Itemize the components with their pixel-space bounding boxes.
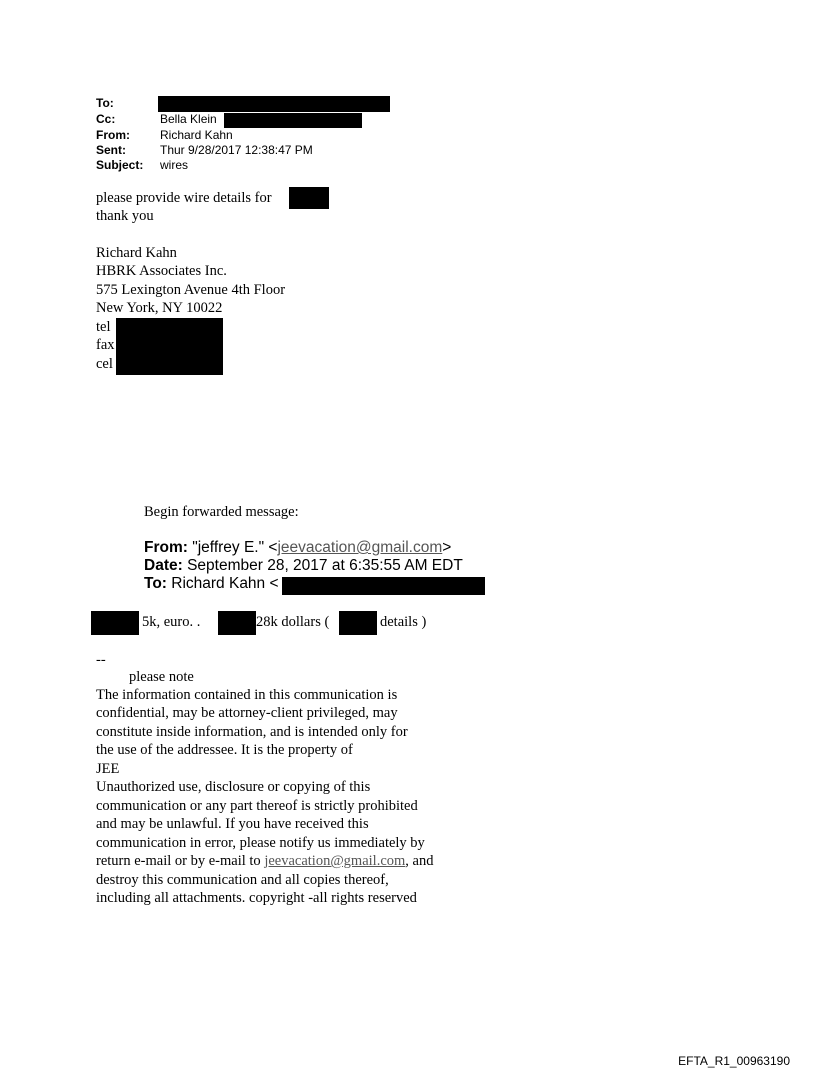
forwarded-from-label: From:	[144, 539, 188, 556]
disclaimer-line: communication or any part thereof is strictly prohibited	[96, 798, 418, 814]
document-id: EFTA_R1_00963190	[678, 1054, 790, 1068]
redaction-box	[91, 611, 139, 635]
disclaimer-email-link[interactable]: jeevacation@gmail.com	[264, 853, 406, 869]
disclaimer-dashes: --	[96, 652, 106, 668]
forwarded-from-name: "jeffrey E." <	[187, 539, 278, 556]
sent-label: Sent:	[96, 143, 126, 157]
signature-address: 575 Lexington Avenue 4th Floor	[96, 282, 286, 298]
message-part: 5k, euro. .	[142, 614, 201, 630]
from-label: From:	[96, 128, 130, 142]
forwarded-date	[144, 557, 463, 574]
forwarded-from-close: >	[442, 539, 452, 556]
redaction-box	[282, 577, 485, 595]
subject-label: Subject:	[96, 158, 144, 172]
disclaimer-line: The information contained in this communication is	[96, 687, 398, 703]
signature-cel: cel	[96, 356, 113, 372]
forwarded-date-value: September 28, 2017 at 6:35:55 AM EDT	[182, 557, 463, 574]
forwarded-from-email-link[interactable]: jeevacation@gmail.com	[277, 539, 443, 556]
message-part: 28k dollars (	[256, 614, 330, 630]
disclaimer-line: JEE	[96, 761, 120, 777]
cc-value: Bella Klein	[160, 112, 217, 126]
signature-tel: tel	[96, 319, 111, 335]
message-part: details )	[380, 614, 427, 630]
sent-value: Thur 9/28/2017 12:38:47 PM	[160, 143, 313, 157]
redaction-box	[224, 113, 362, 128]
disclaimer-line: including all attachments. copyright -all rights reserved	[96, 890, 417, 906]
disclaimer-line: the use of the addressee. It is the property of	[96, 742, 353, 758]
signature-company: HBRK Associates Inc.	[96, 263, 227, 279]
cc-label: Cc:	[96, 112, 116, 126]
disclaimer-line: confidential, may be attorney-client privileged, may	[96, 705, 398, 721]
disclaimer-line: and may be unlawful. If you have received this	[96, 816, 369, 832]
redaction-box	[339, 611, 377, 635]
disclaimer-line: communication in error, please notify us immediately by	[96, 835, 425, 851]
disclaimer-email-line	[96, 852, 433, 871]
redaction-box	[218, 611, 256, 635]
body-line: please provide wire details for	[96, 190, 272, 206]
forwarded-intro: Begin forwarded message:	[144, 504, 299, 520]
redaction-box	[116, 318, 223, 375]
forwarded-to	[144, 575, 279, 592]
signature-fax: fax	[96, 337, 115, 353]
signature-name: Richard Kahn	[96, 245, 177, 261]
disclaimer-line: destroy this communication and all copies thereof,	[96, 872, 389, 888]
body-line: thank you	[96, 208, 154, 224]
disclaimer-note: please note	[129, 669, 194, 685]
forwarded-from	[144, 539, 451, 556]
forwarded-to-label: To:	[144, 575, 167, 592]
signature-address: New York, NY 10022	[96, 300, 223, 316]
redaction-box	[289, 187, 329, 209]
disclaimer-line: Unauthorized use, disclosure or copying of this	[96, 779, 371, 795]
to-label: To:	[96, 96, 114, 110]
disclaimer-email-suffix: , and	[405, 853, 434, 869]
subject-value: wires	[160, 158, 189, 172]
redaction-box	[158, 96, 390, 112]
forwarded-date-label: Date:	[144, 557, 183, 574]
from-value: Richard Kahn	[160, 128, 233, 142]
disclaimer-line: constitute inside information, and is intended only for	[96, 724, 408, 740]
forwarded-to-value: Richard Kahn <	[166, 575, 279, 592]
disclaimer-email-prefix: return e-mail or by e-mail to	[96, 853, 265, 869]
